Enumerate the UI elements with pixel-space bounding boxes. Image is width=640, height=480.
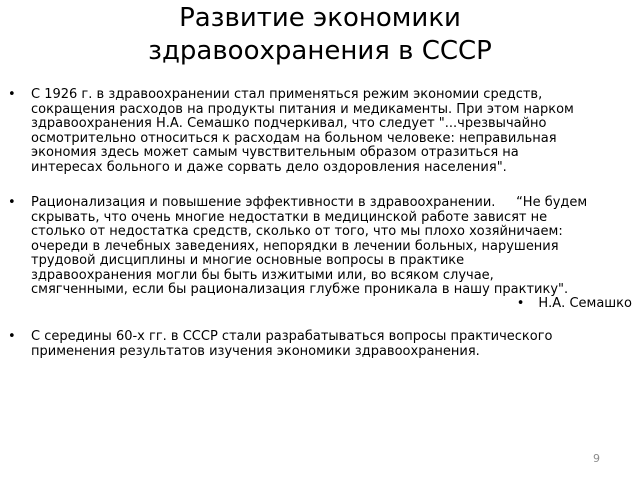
author-name: Н.А. Семашко [538, 296, 632, 311]
slide-title-line-1: Развитие экономики [179, 3, 461, 33]
bullet-text [31, 88, 636, 175]
bullet-line: применения результатов изучения экономики здравоохранения. [31, 343, 480, 359]
bullet-line: столько от недостатка средств, сколько от того, что мы плохо хозяйничаем: [31, 224, 563, 239]
bullet-line: здравоохранения Н.А. Семашко подчеркивал, что следует "...чрезвычайно [31, 116, 547, 131]
bullet-line: здравоохранения могли бы быть изжитыми или, во всяком случае, [31, 267, 494, 283]
page-number: 9 [593, 452, 600, 465]
quote-author [517, 297, 632, 312]
slide-title-line-2: здравоохранения в СССР [148, 36, 492, 66]
bullet-line: интересах больного и даже сорвать дело оздоровления населения". [31, 159, 507, 175]
bullet-marker: • [8, 87, 16, 102]
bullet-line: осмотрительно относиться к расходам на больном человеке: неправильная [31, 130, 557, 146]
bullet-line: С середины 60-х гг. в СССР стали разрабатываться вопросы практического [31, 329, 553, 344]
bullet-text [31, 196, 636, 298]
bullet-line: очереди в лечебных заведениях, непорядки в лечении больных, нарушения [31, 238, 559, 254]
bullet-line: трудовой дисциплины и многие основные вопросы в практике [31, 253, 465, 268]
bullet-marker: • [8, 195, 16, 210]
bullet-line: Рационализация и повышение эффективности в здравоохранении. “Не будем [31, 195, 588, 210]
bullet-line: С 1926 г. в здравоохранении стал применяться режим экономии средств, [31, 87, 543, 102]
bullet-marker: • [516, 296, 525, 311]
bullet-marker: • [8, 329, 16, 344]
bullet-text [31, 330, 636, 359]
bullet-line: смягченными, если бы рационализация глубже проникала в нашу практику". [31, 282, 569, 297]
slide-title [0, 2, 640, 68]
bullet-line: экономия здесь может самым чувствительным образом отразиться на [31, 145, 519, 160]
bullet-line: сокращения расходов на продукты питания и медикаменты. При этом нарком [31, 101, 574, 117]
bullet-line: скрывать, что очень многие недостатки в медицинской работе зависят не [31, 209, 548, 225]
